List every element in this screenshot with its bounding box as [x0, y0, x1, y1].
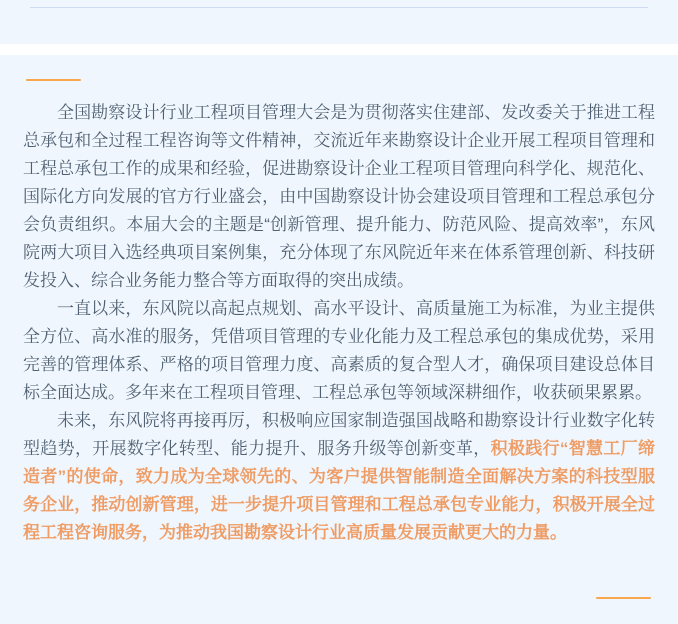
article-section — [0, 55, 678, 624]
article-paragraph-1: 全国勘察设计行业工程项目管理大会是为贯彻落实住建部、发改委关于推进工程总承包和全过程工程咨询等文件精神，交流近年来勘察设计企业开展工程项目管理和工程总承包工作的成果和经验，促进勘察设计企业工程项目管理向科学化、规范化、国际化方向发展的官方行业盛会，由中国勘察设计协会建设项目管理和工程总承包分会负责组织。本届大会的主题是“创新管理、提升能力、防范风险、提高效率”，东风院两大项目入选经典项目案例集，充分体现了东风院近年来在体系管理创新、科技研发投入、综合业务能力整合等方面取得的突出成绩。 — [23, 103, 655, 290]
header-strip — [0, 0, 678, 44]
paragraph-3-highlight-text: 积极践行“智慧工厂缔造者”的使命，致力成为全球领先的、为客户提供智能制造全面解决方案的科技型服务企业，推动创新管理，进一步提升项目管理和工程总承包专业能力，积极开展全过程工程咨询服务，为推动我国勘察设计行业高质量发展贡献更大的力量。 — [23, 439, 655, 542]
section-gap — [0, 44, 678, 55]
accent-dash-bottom — [596, 597, 651, 599]
top-divider-line — [30, 7, 648, 8]
paragraph-3-normal-text: 未来，东风院将再接再厉，积极响应国家制造强国战略和勘察设计行业数字化转型趋势，开展数字化转型、能力提升、服务升级等创新变革， — [23, 411, 655, 458]
article-body — [23, 99, 655, 547]
article-paragraph-2: 一直以来，东风院以高起点规划、高水平设计、高质量施工为标准，为业主提供全方位、高水准的服务，凭借项目管理的专业化能力及工程总承包的集成优势，采用完善的管理体系、严格的项目管理力度、高素质的复合型人才，确保项目建设总体目标全面达成。多年来在工程项目管理、工程总承包等领域深耕细作，收获硕果累累。 — [23, 299, 655, 402]
article-paragraph-3 — [23, 407, 655, 547]
accent-dash-top — [26, 79, 81, 81]
